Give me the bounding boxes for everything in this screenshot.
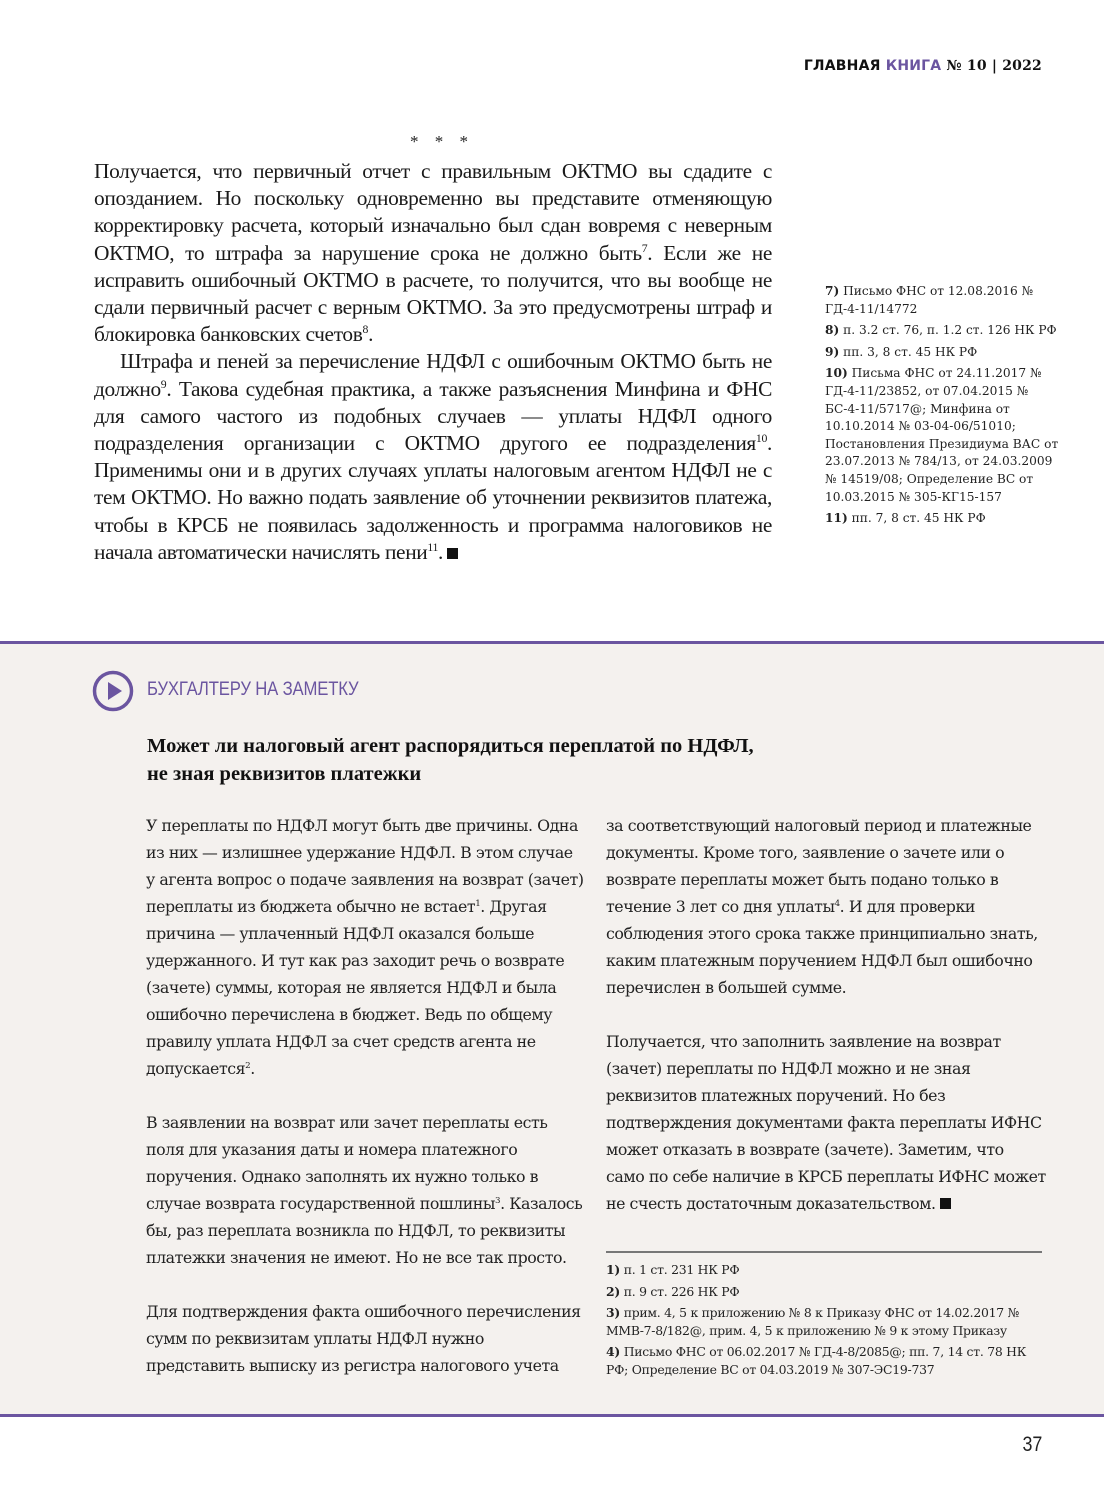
footnote-number: 8) (825, 323, 840, 338)
footnote-number: 4) (606, 1344, 620, 1359)
footnote-item (825, 365, 1065, 506)
article-paragraph (94, 348, 772, 566)
footnote-number: 11) (825, 511, 848, 526)
article-body (94, 158, 772, 566)
box-section-label: БУХГАЛТЕРУ НА ЗАМЕТКУ (147, 679, 359, 700)
article-paragraph (94, 158, 772, 348)
footnote-item (606, 1343, 1042, 1378)
box-paragraph (146, 1109, 586, 1271)
text-span: В заявлении на возврат или зачет переплаты есть поля для указания даты и номера платежного поручения. Однако заполнять их нужно только в случае возврата государственной пошлины (146, 1113, 548, 1213)
footnote-ref[interactable]: 11 (427, 540, 439, 554)
text-span: . Другая причина — уплаченный НДФЛ оказался больше удержанного. И тут как раз заходит речь о возврате (зачете) суммы, которая не является НДФЛ и была ошибочно перечислена в бюджет. Ведь по общему правилу уплата НДФЛ за счет средств агента не допускается (146, 897, 565, 1078)
footnote-text: пп. 7, 8 ст. 45 НК РФ (851, 511, 986, 526)
box-title-line: Может ли налоговый агент распорядиться переплатой по НДФЛ, (147, 735, 754, 757)
brand-name-part1: ГЛАВНАЯ (803, 58, 881, 74)
footnote-text: п. 3.2 ст. 76, п. 1.2 ст. 126 НК РФ (843, 323, 1057, 338)
text-span: Штрафа и пеней за перечисление НДФЛ с ошибочным ОКТМО быть не должно (94, 349, 772, 401)
footnote-text: п. 1 ст. 231 НК РФ (623, 1262, 740, 1277)
box-footnotes (606, 1251, 1042, 1382)
footnote-number: 7) (825, 284, 840, 298)
box-paragraph (606, 812, 1046, 1001)
text-span: У переплаты по НДФЛ могут быть две причины. Одна из них — излишнее удержание НДФЛ. В этом случае у агента вопрос о подаче заявления на возврат (зачет) переплаты из бюджета обычно не встает (146, 816, 584, 916)
footnote-item (825, 510, 1065, 528)
text-span: . (250, 1059, 255, 1078)
brand-name-part2: КНИГА (885, 58, 942, 74)
text-span: . Казалось бы, раз переплата возникла по НДФЛ, то реквизиты платежки значения не имеют. Но не все так просто. (146, 1194, 583, 1267)
text-span: Получается, что заполнить заявление на возврат (зачет) переплаты по НДФЛ можно и не зная реквизитов платежных поручений. Но без подтверждения документами факта переплаты ИФНС может отказать в возврате (зачете). Заметим, что само по себе наличие в КРСБ переплаты ИФНС может не счесть достаточным доказательством. (606, 1032, 1046, 1213)
box-paragraph: Для подтверждения факта ошибочного перечисления сумм по реквизитам уплаты НДФЛ нужно представить выписку из регистра налогового учета (146, 1302, 581, 1375)
footnote-ref[interactable]: 10 (755, 431, 767, 445)
sidebar-footnotes (825, 283, 1065, 532)
issue-number: № 10 | 2022 (946, 58, 1042, 74)
footnote-ref[interactable]: 4 (834, 898, 840, 909)
footnote-item (825, 344, 1065, 362)
accountant-note-box (0, 641, 1104, 1417)
text-span: . Если же не исправить ошибочный ОКТМО в расчете, то получится, что вы вообще не сдали первичный расчет с верным ОКТМО. За это предусмотрены штраф и блокировка банковских счетов (94, 240, 772, 347)
footnote-text: Письмо ФНС от 06.02.2017 № ГД-4-8/2085@; пп. 7, 14 ст. 78 НК РФ; Определение ВС от 04.03.2019 № 307-ЭС19-737 (606, 1344, 1027, 1377)
text-span: . Такова судебная практика, а также разъяснения Минфина и ФНС для самого частого из подобных случаев — уплаты НДФЛ одного подразделения организации с ОКТМО другого ее подразделения (94, 376, 772, 456)
footnote-number: 10) (825, 366, 848, 381)
footnote-text: п. 9 ст. 226 НК РФ (623, 1283, 740, 1299)
box-column-left (146, 812, 586, 1406)
box-paragraph (146, 812, 586, 1082)
footnote-ref[interactable]: 9 (160, 377, 167, 391)
footnote-ref[interactable]: 7 (641, 241, 648, 255)
footnote-ref[interactable]: 2 (245, 1060, 251, 1071)
text-span: Получается, что первичный отчет с правильным ОКТМО вы сдадите с опозданием. Но поскольку одновременно вы представите отменяющую корректировку расчета, который изначально был сдан вовремя с неверным ОКТМО, то штрафа за нарушение срока не должно быть (94, 159, 772, 265)
box-paragraph (606, 1028, 1046, 1217)
footnote-text: Письмо ФНС от 12.08.2016 № ГД-4-11/14772 (825, 284, 1034, 316)
box-title-line: не зная реквизитов платежки (147, 763, 422, 785)
footnote-text: прим. 4, 5 к приложению № 8 к Приказу ФНС от 14.02.2017 № ММВ-7-8/182@, прим. 4, 5 к приложению № 9 к этому Приказу (606, 1305, 1020, 1338)
text-span: . Применимы они и в других случаях уплаты налоговым агентом НДФЛ не с тем ОКТМО. Но важно подать заявление об уточнении реквизитов платежа, чтобы в КРСБ не появилась задолженность и программа налоговиков не начала автоматически начислять пени (94, 431, 772, 564)
text-span: за соответствующий налоговый период и платежные документы. Кроме того, заявление о зачете или о возврате переплаты может быть подано только в течение 3 лет со дня уплаты (606, 816, 1032, 916)
text-span: . (368, 322, 374, 347)
footnote-item (825, 322, 1065, 340)
end-of-article-mark (940, 1198, 951, 1209)
box-title (147, 732, 907, 788)
text-span: . И для проверки соблюдения этого срока также принципиально знать, каким платежным поручением НДФЛ был ошибочно перечислен в большей сумме. (606, 897, 1038, 997)
footnote-number: 3) (606, 1305, 620, 1320)
box-column-right (606, 812, 1046, 1244)
page-number: 37 (1022, 1433, 1042, 1456)
footnote-ref[interactable]: 3 (495, 1195, 501, 1206)
end-of-article-mark (447, 548, 458, 559)
section-separator: * * * (410, 132, 474, 151)
footnote-ref[interactable]: 8 (362, 322, 369, 336)
play-circle-icon (92, 670, 134, 712)
footnote-text: Письма ФНС от 24.11.2017 № ГД-4-11/23852, от 07.04.2015 № БС-4-11/5717@; Минфина от 10.10.2014 № 03-04-06/51010; Постановления Президиума ВАС от 23.07.2013 № 784/13, от 24.03.2009 № 14519/08; Определение ВС от 10.03.2015 № 305-КГ15-157 (825, 366, 1059, 504)
footnote-number: 1) (606, 1262, 620, 1277)
footnote-ref[interactable]: 1 (475, 898, 481, 909)
text-span: . (438, 539, 444, 564)
footnote-number: 9) (825, 344, 840, 359)
running-header (804, 58, 1042, 74)
footnote-item (606, 1283, 1042, 1301)
footnote-item (606, 1304, 1042, 1339)
footnote-item (825, 283, 1065, 318)
footnote-item (606, 1261, 1042, 1279)
footnote-number: 2) (606, 1283, 620, 1299)
footnote-text: пп. 3, 8 ст. 45 НК РФ (843, 344, 978, 359)
